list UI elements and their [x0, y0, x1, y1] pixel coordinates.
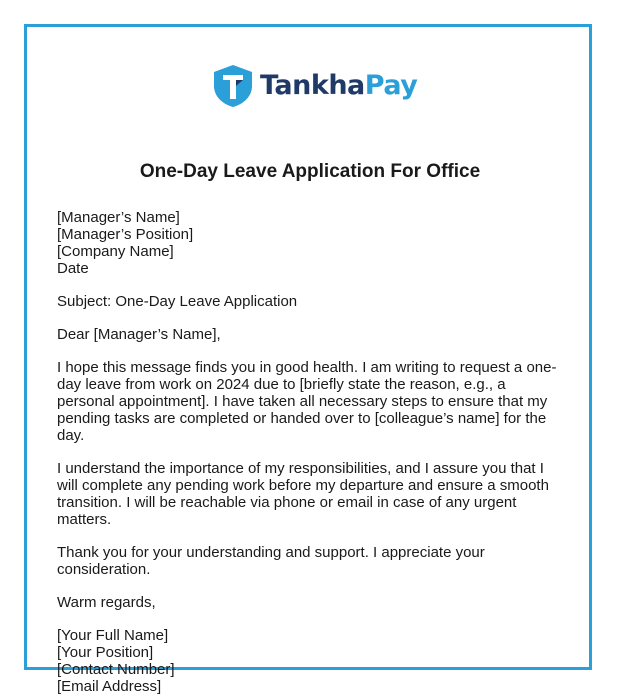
- document-title: One-Day Leave Application For Office: [139, 161, 481, 182]
- signature-position: [Your Position]: [57, 644, 154, 661]
- brand-name-part2: Pay: [364, 70, 418, 101]
- body-paragraph-2: I understand the importance of my responsibilities, and I assure you that I will complete any pending work before my departure and ensure a smooth transition. I will be reachable via phone or email in case of any urgent matters.: [57, 460, 549, 528]
- body-paragraph-3: Thank you for your understanding and support. I appreciate your consideration.: [57, 544, 485, 578]
- signature-contact: [Contact Number]: [57, 661, 175, 678]
- recipient-company: [Company Name]: [57, 243, 174, 260]
- letter-salutation: Dear [Manager’s Name],: [57, 326, 221, 343]
- signature-name: [Your Full Name]: [57, 627, 169, 644]
- brand-name-part1: Tankha: [260, 70, 365, 101]
- signature-email: [Email Address]: [57, 678, 162, 695]
- body-paragraph-1: I hope this message finds you in good health. I am writing to request a one-day leave from work on 2024 due to [briefly state the reason, e.g., a personal appointment]. I have taken all necessary steps to ensure that my pending tasks are completed or handed over to [colleague’s name] for the day.: [57, 359, 557, 444]
- letter-closing: Warm regards,: [57, 594, 156, 611]
- brand-name: [260, 64, 417, 108]
- recipient-position: [Manager’s Position]: [57, 226, 194, 243]
- letter-subject: Subject: One-Day Leave Application: [57, 293, 298, 310]
- letter-date: Date: [57, 260, 89, 277]
- letter-body: [57, 209, 567, 695]
- brand-logo: [212, 64, 417, 108]
- t-shield-icon: [212, 64, 254, 108]
- recipient-name: [Manager’s Name]: [57, 209, 180, 226]
